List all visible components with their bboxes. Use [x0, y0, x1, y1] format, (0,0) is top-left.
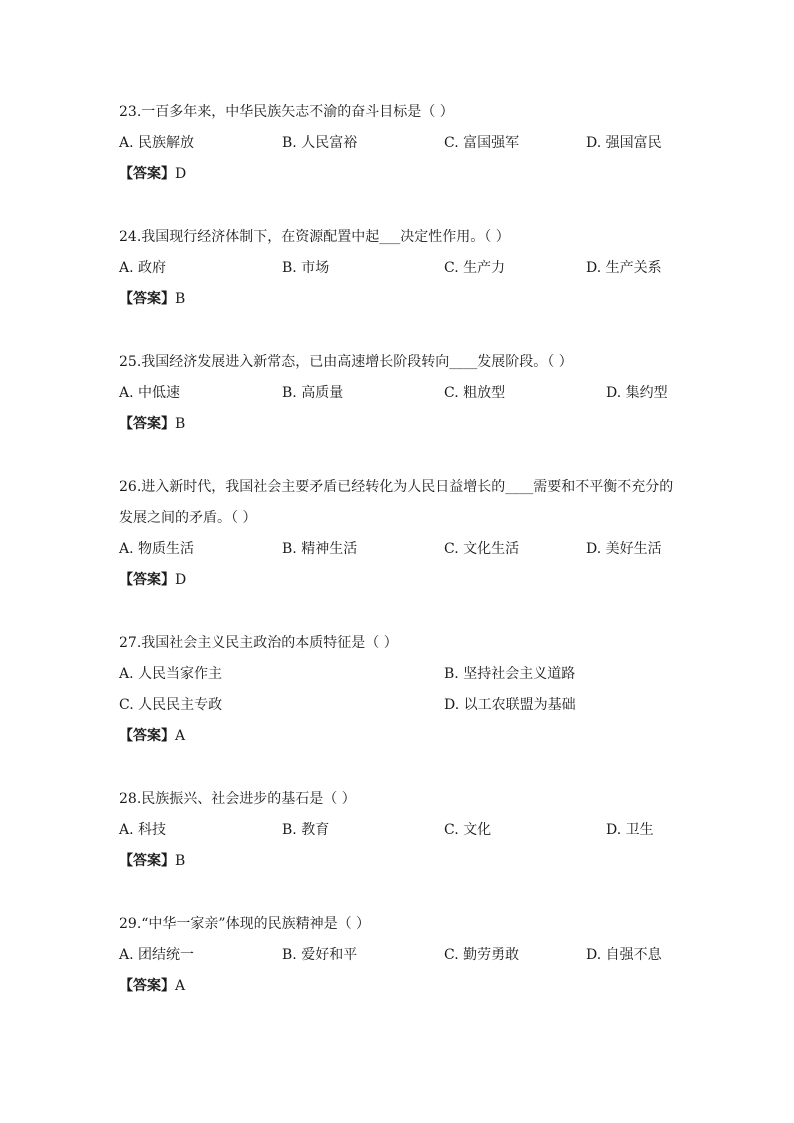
option-a: A. 科技 — [119, 822, 167, 838]
option-d: D. 卫生 — [606, 822, 654, 838]
answer-line — [119, 416, 185, 432]
answer-label: 【答案】 — [119, 572, 175, 588]
option-d: D. 生产关系 — [586, 260, 662, 276]
option-c: C. 粗放型 — [444, 385, 506, 401]
question-stem: 24.我国现行经济体制下，在资源配置中起___决定性作用。（ ） — [119, 229, 510, 245]
option-c: C. 人民民主专政 — [119, 697, 223, 713]
answer-label: 【答案】 — [119, 166, 175, 182]
answer-label: 【答案】 — [119, 978, 175, 994]
answer-value: B — [175, 853, 186, 869]
option-b: B. 人民富裕 — [282, 135, 358, 151]
option-a: A. 人民当家作主 — [119, 666, 223, 682]
option-d: D. 美好生活 — [586, 541, 662, 557]
option-b: B. 高质量 — [282, 385, 344, 401]
option-c: C. 勤劳勇敢 — [444, 947, 520, 963]
option-d: D. 强国富民 — [586, 135, 662, 151]
question-stem: 28.民族振兴、社会进步的基石是（ ） — [119, 791, 356, 807]
option-b: B. 精神生活 — [282, 541, 358, 557]
answer-label: 【答案】 — [119, 853, 175, 869]
option-b: B. 市场 — [282, 260, 330, 276]
option-a: A. 团结统一 — [119, 947, 195, 963]
option-c: C. 文化 — [444, 822, 492, 838]
answer-line — [119, 166, 186, 182]
option-a: A. 民族解放 — [119, 135, 195, 151]
answer-label: 【答案】 — [119, 291, 175, 307]
option-a: A. 中低速 — [119, 385, 181, 401]
question-stem: 29.“中华一家亲”体现的民族精神是（ ） — [119, 916, 371, 932]
answer-value: B — [175, 416, 186, 432]
answer-line — [119, 572, 186, 588]
option-d: D. 自强不息 — [586, 947, 662, 963]
answer-value: D — [175, 572, 187, 588]
answer-line — [119, 728, 185, 744]
option-b: B. 教育 — [282, 822, 330, 838]
question-stem: 23.一百多年来，中华民族矢志不渝的奋斗目标是（ ） — [119, 104, 454, 120]
question-stem: 27.我国社会主义民主政治的本质特征是（ ） — [119, 635, 398, 651]
option-d: D. 以工农联盟为基础 — [444, 697, 576, 713]
question-stem: 26.进入新时代，我国社会主要矛盾已经转化为人民日益增长的____需要和不平衡不充分的 — [119, 479, 674, 495]
answer-value: B — [175, 291, 186, 307]
question-stem-continued: 发展之间的矛盾。（ ） — [119, 510, 257, 526]
option-b: B. 爱好和平 — [282, 947, 358, 963]
option-a: A. 政府 — [119, 260, 167, 276]
option-b: B. 坚持社会主义道路 — [444, 666, 576, 682]
option-d: D. 集约型 — [606, 385, 668, 401]
option-c: C. 文化生活 — [444, 541, 520, 557]
answer-line — [119, 291, 185, 307]
option-c: C. 富国强军 — [444, 135, 520, 151]
question-stem: 25.我国经济发展进入新常态，已由高速增长阶段转向____发展阶段。（ ） — [119, 354, 573, 370]
answer-line — [119, 978, 185, 994]
option-c: C. 生产力 — [444, 260, 506, 276]
answer-line — [119, 853, 185, 869]
option-a: A. 物质生活 — [119, 541, 195, 557]
answer-label: 【答案】 — [119, 728, 175, 744]
answer-value: D — [175, 166, 187, 182]
answer-value: A — [175, 728, 186, 744]
answer-value: A — [175, 978, 186, 994]
answer-label: 【答案】 — [119, 416, 175, 432]
